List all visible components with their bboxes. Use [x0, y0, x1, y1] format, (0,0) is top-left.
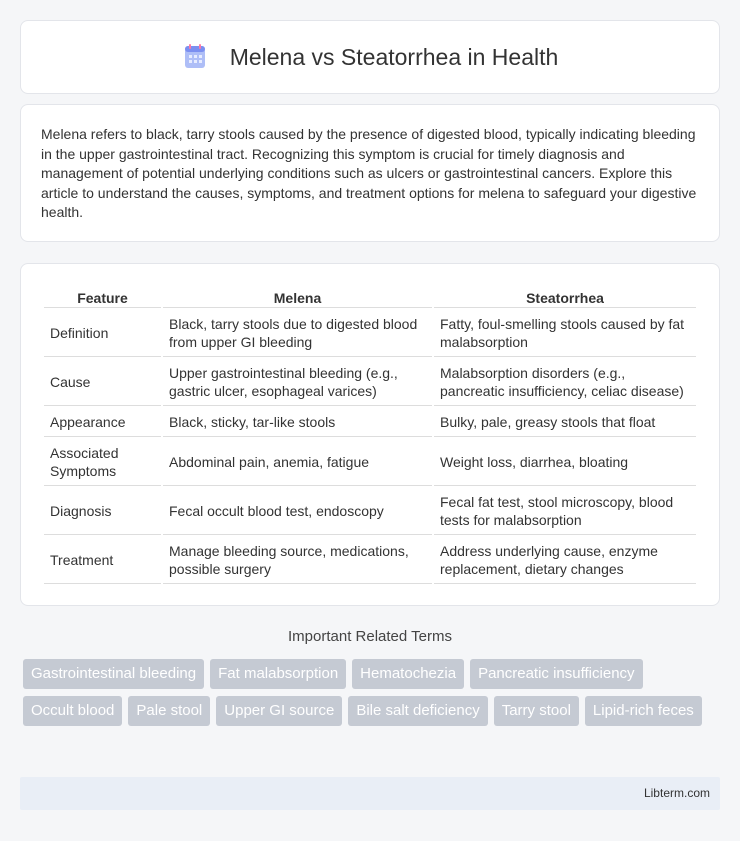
- table-cell: Abdominal pain, anemia, fatigue: [163, 439, 432, 486]
- related-term-tag[interactable]: Pale stool: [128, 696, 210, 726]
- table-cell: Weight loss, diarrhea, bloating: [434, 439, 696, 486]
- table-cell: Fecal occult blood test, endoscopy: [163, 488, 432, 535]
- intro-card: [20, 104, 720, 242]
- title-card: [20, 20, 720, 94]
- column-header-melena: Melena: [163, 286, 432, 308]
- comparison-table: [42, 284, 698, 586]
- related-term-tag[interactable]: Lipid-rich feces: [585, 696, 702, 726]
- related-term-tag[interactable]: Hematochezia: [352, 659, 464, 689]
- table-cell: Manage bleeding source, medications, possible surgery: [163, 537, 432, 584]
- table-row: [44, 488, 696, 535]
- table-row: [44, 439, 696, 486]
- table-cell: Definition: [44, 310, 161, 357]
- table-header-row: [44, 286, 696, 308]
- column-header-steatorrhea: Steatorrhea: [434, 286, 696, 308]
- table-row: [44, 408, 696, 437]
- table-cell: Fatty, foul-smelling stools caused by fat malabsorption: [434, 310, 696, 357]
- related-term-tag[interactable]: Upper GI source: [216, 696, 342, 726]
- table-cell: Black, sticky, tar-like stools: [163, 408, 432, 437]
- table-cell: Address underlying cause, enzyme replacement, dietary changes: [434, 537, 696, 584]
- table-cell: Treatment: [44, 537, 161, 584]
- related-terms-heading: Important Related Terms: [288, 628, 452, 645]
- footer: [20, 777, 720, 810]
- related-term-tag[interactable]: Bile salt deficiency: [348, 696, 487, 726]
- footer-site-link[interactable]: Libterm.com: [643, 786, 710, 800]
- table-row: [44, 359, 696, 406]
- page-title: Melena vs Steatorrhea in Health: [229, 43, 559, 70]
- related-term-tag[interactable]: Tarry stool: [494, 696, 579, 726]
- table-cell: Upper gastrointestinal bleeding (e.g., gastric ulcer, esophageal varices): [163, 359, 432, 406]
- table-cell: Fecal fat test, stool microscopy, blood tests for malabsorption: [434, 488, 696, 535]
- table-cell: Bulky, pale, greasy stools that float: [434, 408, 696, 437]
- related-term-tag[interactable]: Gastrointestinal bleeding: [23, 659, 204, 689]
- related-term-tag[interactable]: Occult blood: [23, 696, 122, 726]
- related-term-tag[interactable]: Fat malabsorption: [210, 659, 346, 689]
- column-header-feature: Feature: [44, 286, 161, 308]
- table-cell: Black, tarry stools due to digested blood from upper GI bleeding: [163, 310, 432, 357]
- table-cell: Cause: [44, 359, 161, 406]
- intro-text: Melena refers to black, tarry stools caused by the presence of digested blood, typically indicating bleeding in the upper gastrointestinal tract. Recognizing this symptom is crucial for timely diagnosis and management of potential underlying conditions such as ulcers or gastrointestinal cancers. Explore this article to understand the causes, symptoms, and treatment options for melena to safeguard your digestive health.: [41, 126, 697, 221]
- related-terms-list: [23, 659, 723, 726]
- table-row: [44, 537, 696, 584]
- related-term-tag[interactable]: Pancreatic insufficiency: [470, 659, 642, 689]
- table-cell: Diagnosis: [44, 488, 161, 535]
- table-cell: Appearance: [44, 408, 161, 437]
- comparison-table-card: [20, 263, 720, 606]
- table-cell: Associated Symptoms: [44, 439, 161, 486]
- table-row: [44, 310, 696, 357]
- document-icon: [182, 44, 208, 70]
- table-cell: Malabsorption disorders (e.g., pancreatic insufficiency, celiac disease): [434, 359, 696, 406]
